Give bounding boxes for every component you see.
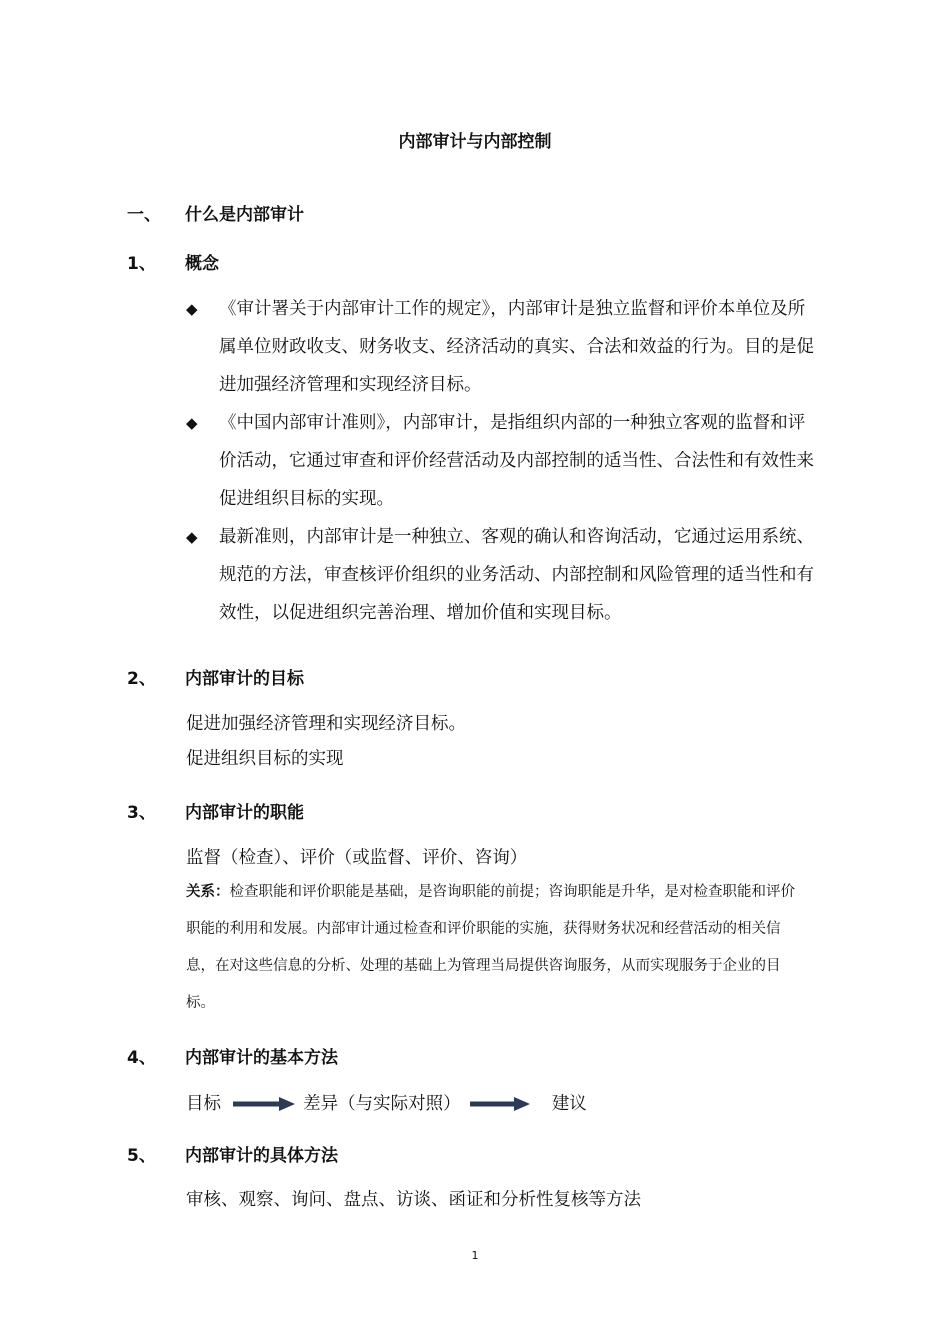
section-number: 4、: [127, 1048, 156, 1068]
specific-methods-line: 审核、观察、询问、盘点、访谈、函证和分析性复核等方法: [186, 1190, 641, 1210]
page-title: 内部审计与内部控制: [398, 132, 552, 152]
right-arrow-icon: [470, 1097, 530, 1111]
section-heading-goals: [127, 664, 304, 689]
section-title: 概念: [185, 254, 219, 274]
basic-method-flow: [186, 1089, 587, 1118]
concept-bullet-list: [186, 290, 816, 632]
flow-step-suggestion: 建议: [551, 1093, 587, 1114]
functions-line: 监督（检查）、评价（或监督、评价、咨询）: [186, 848, 528, 868]
relation-label: 关系：: [186, 884, 230, 900]
flow-step-difference: 差异（与实际对照）: [303, 1093, 461, 1114]
section-number: 5、: [127, 1146, 156, 1166]
goal-line: 促进加强经济管理和实现经济目标。: [186, 714, 466, 734]
bullet-text: 最新准则，内部审计是一种独立、客观的确认和咨询活动，它通过运用系统、规范的方法，审查核评价组织的业务活动、内部控制和风险管理的适当性和有效性，以促进组织完善治理、增加价值和实现目标。: [219, 527, 814, 623]
section-number: 1、: [127, 254, 156, 274]
section-heading-basic-method: [127, 1043, 338, 1068]
section-title: 内部审计的具体方法: [185, 1146, 338, 1166]
section-title: 内部审计的目标: [185, 669, 304, 689]
page-number: 1: [471, 1249, 479, 1262]
bullet-item: [186, 290, 816, 404]
bullet-item: [186, 404, 816, 518]
bullet-text: 《审计署关于内部审计工作的规定》，内部审计是独立监督和评价本单位及所属单位财政收支、财务收支、经济活动的真实、合法和效益的行为。目的是促进加强经济管理和实现经济目标。: [219, 299, 814, 395]
bullet-item: [186, 518, 816, 632]
diamond-bullet-icon: ◆: [186, 300, 198, 318]
section-title: 内部审计的职能: [185, 803, 304, 823]
section-number: 2、: [127, 669, 156, 689]
section-heading-1: [127, 200, 304, 225]
relation-paragraph: [186, 874, 806, 1022]
relation-text: 检查职能和评价职能是基础，是咨询职能的前提；咨询职能是升华，是对检查职能和评价职能的利用和发展。内部审计通过检查和评价职能的实施，获得财务状况和经营活动的相关信息，在对这些信息的分析、处理的基础上为管理当局提供咨询服务，从而实现服务于企业的目标。: [186, 884, 795, 1011]
section-number: 一、: [127, 205, 161, 225]
section-title: 什么是内部审计: [185, 205, 304, 225]
section-heading-specific-method: [127, 1141, 338, 1166]
goal-line: 促进组织目标的实现: [186, 749, 344, 769]
section-number: 3、: [127, 803, 156, 823]
section-heading-functions: [127, 798, 304, 823]
right-arrow-icon: [233, 1097, 295, 1111]
diamond-bullet-icon: ◆: [186, 528, 198, 546]
diamond-bullet-icon: ◆: [186, 414, 198, 432]
section-heading-concept: [127, 249, 219, 274]
section-title: 内部审计的基本方法: [185, 1048, 338, 1068]
bullet-text: 《中国内部审计准则》，内部审计，是指组织内部的一种独立客观的监督和评价活动，它通过审查和评价经营活动及内部控制的适当性、合法性和有效性来促进组织目标的实现。: [219, 413, 814, 509]
flow-step-goal: 目标: [186, 1093, 221, 1114]
